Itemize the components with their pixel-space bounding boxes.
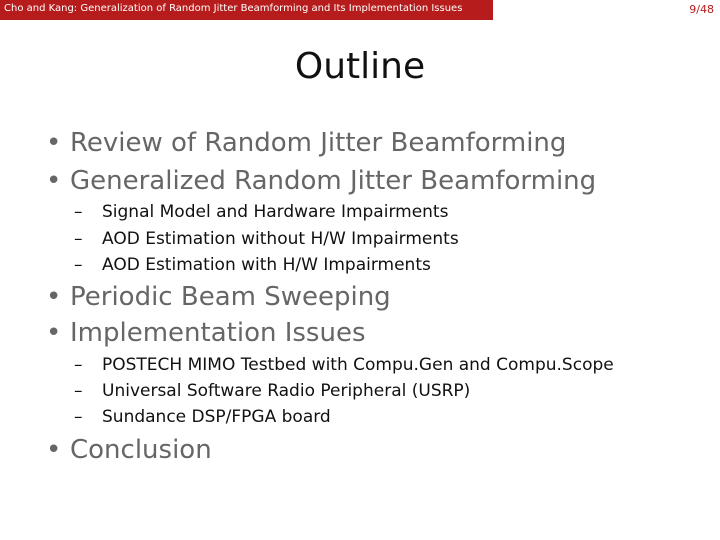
dash-icon: – bbox=[74, 255, 83, 275]
page-number: 9/48 bbox=[689, 3, 714, 16]
outline-item-label: Generalized Random Jitter Beamforming bbox=[70, 166, 597, 196]
header-title: Cho and Kang: Generalization of Random Jitter Beamforming and Its Implementation Issues bbox=[4, 3, 463, 14]
outline-item-label: Review of Random Jitter Beamforming bbox=[70, 128, 567, 158]
bullet-icon: • bbox=[46, 282, 62, 312]
bullet-icon: • bbox=[46, 166, 62, 196]
outline-subitem-label: Sundance DSP/FPGA board bbox=[102, 407, 331, 427]
outline-subitem-label: Universal Software Radio Peripheral (USRP) bbox=[102, 381, 471, 401]
dash-icon: – bbox=[74, 407, 83, 427]
bullet-icon: • bbox=[46, 128, 62, 158]
header-band bbox=[0, 0, 493, 20]
outline-subitem-label: AOD Estimation without H/W Impairments bbox=[102, 229, 459, 249]
outline-subitem-label: POSTECH MIMO Testbed with Compu.Gen and Compu.Scope bbox=[102, 355, 614, 375]
outline-item-label: Implementation Issues bbox=[70, 318, 366, 348]
dash-icon: – bbox=[74, 355, 83, 375]
outline-item-label: Conclusion bbox=[70, 435, 212, 465]
outline-item-label: Periodic Beam Sweeping bbox=[70, 282, 391, 312]
bullet-icon: • bbox=[46, 318, 62, 348]
dash-icon: – bbox=[74, 229, 83, 249]
bullet-icon: • bbox=[46, 435, 62, 465]
dash-icon: – bbox=[74, 381, 83, 401]
outline-subitem-label: Signal Model and Hardware Impairments bbox=[102, 202, 449, 222]
slide-title: Outline bbox=[294, 46, 426, 87]
dash-icon: – bbox=[74, 202, 83, 222]
outline-subitem-label: AOD Estimation with H/W Impairments bbox=[102, 255, 431, 275]
